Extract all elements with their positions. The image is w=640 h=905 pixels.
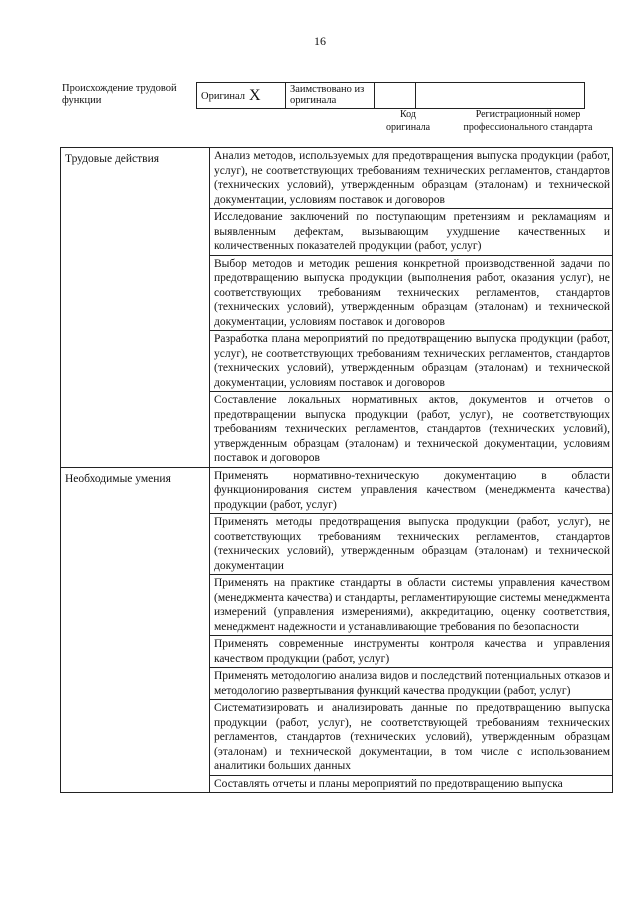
borrowed-label: Заимствовано из оригинала <box>290 84 365 106</box>
section-row <box>61 467 613 793</box>
list-item: Выбор методов и методик решения конкретной производственной задачи по предотвращению выпуска продукции (выполнения работ, оказания услуг), не соответствующих требованиям технических регламентов, стандартов (технических условий), утвержденным образцам (эталонам) и технической документации, условиям поставок и договоров <box>210 256 612 332</box>
function-details-table <box>60 147 613 793</box>
list-item: Применять на практике стандарты в области системы управления качеством (менеджмента качества) и стандарты, регламентирующие системы менеджмента измерений (управления измерениями), аккредитацию, оценку соответствия, менеджмент надежности и устанавливающие требования по безопасности <box>210 575 612 636</box>
list-item: Анализ методов, используемых для предотвращения выпуска продукции (работ, услуг), не соответствующих требованиям технических регламентов, стандартов (технических условий), утвержденным образцам (эталонам) и технической документации, условиям поставок и договоров <box>210 148 612 209</box>
regnum-cell <box>416 83 585 109</box>
list-item: Применять современные инструменты контроля качества и управления качеством продукции (работ, услуг) <box>210 636 612 668</box>
origin-label: Происхождение трудовой функции <box>62 83 177 106</box>
section-items <box>210 467 613 793</box>
list-item: Применять нормативно-техническую документацию в области функционирования систем управления качеством (менеджмента качества) продукции (работ, услуг) <box>210 468 612 515</box>
original-mark: X <box>249 86 261 104</box>
list-item: Систематизировать и анализировать данные по предотвращению выпуска продукции (работ, услуг), не соответствующей требованиям технических регламентов, стандартов (технических условий), утвержденным образцам (эталонам) и технической документации, в том числе с использованием аналитики больших данных <box>210 700 612 776</box>
section-title: Трудовые действия <box>61 148 210 468</box>
section-row <box>61 148 613 468</box>
borrowed-cell <box>286 83 375 109</box>
list-item: Исследование заключений по поступающим претензиям и рекламациям и выявленным дефектам, вызывающим ухудшение качественных и количественных показателей продукции (работ, услуг) <box>210 209 612 256</box>
original-label: Оригинал <box>201 90 245 102</box>
code-caption: Код оригинала <box>385 109 431 133</box>
page-number: 16 <box>314 34 326 48</box>
code-cell <box>375 83 416 109</box>
list-item: Составлять отчеты и планы мероприятий по предотвращению выпуска <box>214 777 563 790</box>
list-item: Составление локальных нормативных актов, документов и отчетов о предотвращении выпуска продукции (работ, услуг), не соответствующих требованиям технических регламентов, стандартов (технических условий), утвержденным образцам (эталонам) и технической документации, условиям поставок и договоров <box>214 394 610 464</box>
regnum-caption: Регистрационный номер профессионального стандарта <box>463 109 593 133</box>
list-item: Применять методы предотвращения выпуска продукции (работ, услуг), не соответствующих требованиям технических регламентов, стандартов (технических условий), утвержденным образцам (эталонам) и технической документации <box>210 514 612 575</box>
original-cell <box>197 83 286 109</box>
section-items <box>210 148 613 468</box>
origin-table <box>196 82 585 109</box>
list-item: Разработка плана мероприятий по предотвращению выпуска продукции (работ, услуг), не соответствующих требованиям технических регламентов, стандартов (технических условий), утвержденным образцам (эталонам) и технической документации, условиям поставок и договоров <box>210 331 612 392</box>
list-item: Применять методологию анализа видов и последствий потенциальных отказов и методологию развертывания функций качества продукции (работ, услуг) <box>210 668 612 700</box>
section-title: Необходимые умения <box>61 467 210 793</box>
